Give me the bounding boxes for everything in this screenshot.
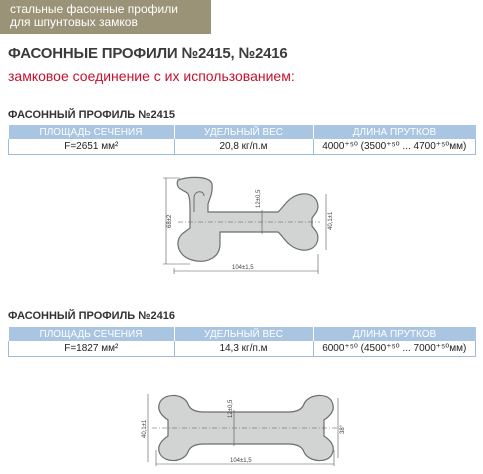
dim-height-label: 68±2 (167, 214, 173, 228)
profile-2416-drawing (138, 388, 348, 468)
profile-2415-drawing (160, 172, 335, 278)
page-title: ФАСОННЫЕ ПРОФИЛИ №2415, №2416 (8, 45, 288, 62)
dim-length-label: 104±1,5 (232, 265, 254, 271)
table-row (9, 341, 476, 357)
table-header-row (9, 125, 476, 139)
dim-web-label: 12±0,5 (256, 189, 262, 208)
table-cell: 20,8 кг/п.м (174, 139, 313, 155)
column-header: ПЛОЩАДЬ СЕЧЕНИЯ (9, 125, 175, 139)
column-header: ДЛИНА ПРУТКОВ (313, 125, 476, 139)
column-header: ПЛОЩАДЬ СЕЧЕНИЯ (9, 327, 175, 341)
profile-2415-title: ФАСОННЫЙ ПРОФИЛЬ №2415 (8, 109, 175, 121)
column-header: ДЛИНА ПРУТКОВ (313, 327, 476, 341)
table-row (9, 139, 476, 155)
column-header: УДЕЛЬНЫЙ ВЕС (174, 125, 313, 139)
table-header-row (9, 327, 476, 341)
profile-2415-shape (177, 177, 318, 261)
dim-head-label: 40,1±1 (328, 211, 334, 230)
dim-web-label: 12±0,5 (228, 399, 234, 418)
table-cell: F=2651 мм² (9, 139, 175, 155)
table-cell: 4000⁺⁵⁰ (3500⁺⁵⁰ ... 4700⁺⁵⁰мм) (313, 139, 476, 155)
header-tab-line2: для шпунтовых замков (10, 15, 138, 29)
table-cell: F=1827 мм² (9, 341, 175, 357)
table-cell: 14,3 кг/п.м (174, 341, 313, 357)
header-tab-line1: стальные фасонные профили (10, 2, 178, 16)
profile-2415-table (8, 125, 476, 155)
table-cell: 6000⁺⁵⁰ (4500⁺⁵⁰ ... 7000⁺⁵⁰мм) (313, 341, 476, 357)
column-header: УДЕЛЬНЫЙ ВЕС (174, 327, 313, 341)
page-subtitle: замковое соединение с их использованием: (8, 68, 295, 84)
profile-2416-table (8, 327, 476, 357)
dim-length-label: 104±1,5 (230, 458, 252, 464)
dim-left-label: 40,1±1 (142, 419, 148, 438)
dim-right-label: 38° (340, 424, 346, 434)
profile-2416-title: ФАСОННЫЙ ПРОФИЛЬ №2416 (8, 310, 175, 322)
header-tab (0, 0, 211, 34)
